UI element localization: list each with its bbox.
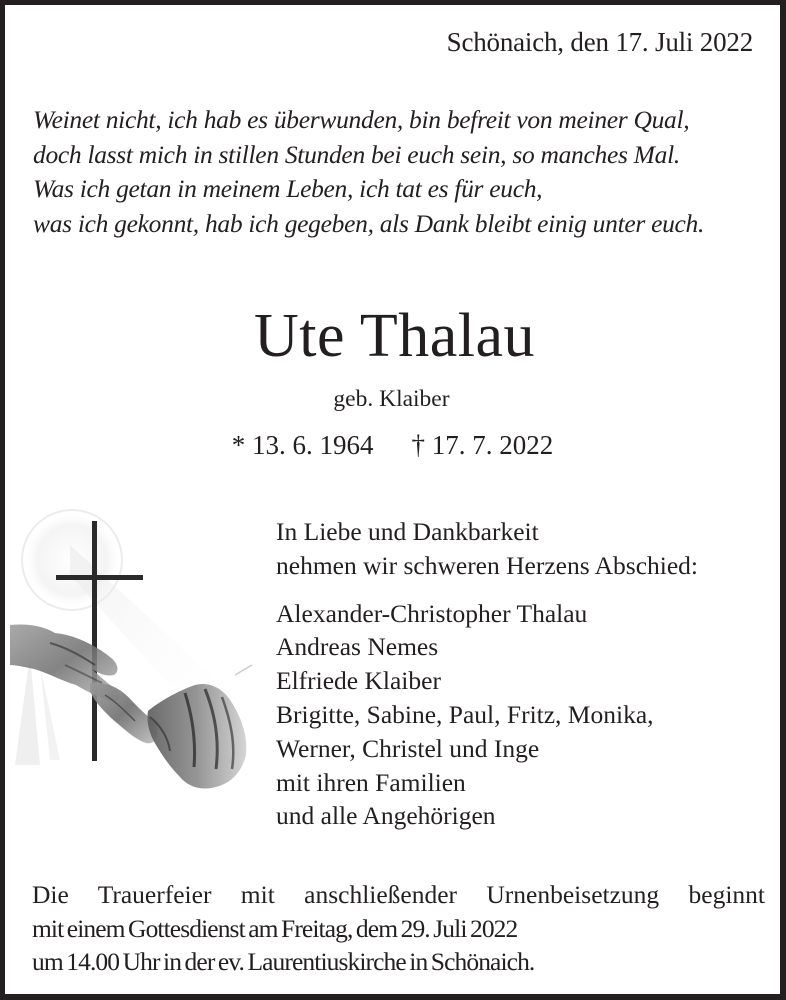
mourner-name: und alle Angehörigen bbox=[276, 801, 496, 831]
poem-line: was ich gekonnt, hab ich gegeben, als Dank bleibt einig unter euch. bbox=[33, 208, 705, 238]
cross-with-hands-icon bbox=[10, 505, 260, 805]
deceased-name: Ute Thalau bbox=[253, 302, 536, 370]
mourner-name: mit ihren Familien bbox=[276, 767, 466, 797]
life-dates bbox=[5, 430, 780, 461]
mourner-name: Werner, Christel und Inge bbox=[276, 733, 540, 763]
birth-date: * 13. 6. 1964 bbox=[231, 430, 374, 460]
poem-line: Weinet nicht, ich hab es überwunden, bin befreit von meiner Qual, bbox=[33, 105, 690, 134]
funeral-service-info bbox=[32, 878, 765, 979]
service-line: Die Trauerfeier mit anschließender Urnenbeisetzung beginnt bbox=[32, 880, 765, 909]
farewell-intro: In Liebe und Dankbarkeit bbox=[276, 517, 539, 546]
mourner-name: Elfriede Klaiber bbox=[276, 666, 441, 696]
poem bbox=[33, 103, 704, 241]
poem-line: Was ich getan in meinem Leben, ich tat es für euch, bbox=[33, 174, 543, 203]
mourner-name: Andreas Nemes bbox=[276, 632, 439, 662]
maiden-name: geb. Klaiber bbox=[333, 386, 450, 412]
mourners-section bbox=[276, 515, 698, 833]
mourner-name: Alexander-Christopher Thalau bbox=[276, 598, 588, 628]
poem-line: doch lasst mich in stillen Stunden bei euch sein, so manches Mal. bbox=[33, 139, 680, 169]
death-date: † 17. 7. 2022 bbox=[411, 430, 554, 460]
mourner-name: Brigitte, Sabine, Paul, Fritz, Monika, bbox=[276, 699, 654, 729]
place-and-date: Schönaich, den 17. Juli 2022 bbox=[446, 27, 753, 57]
farewell-intro: nehmen wir schweren Herzens Abschied: bbox=[276, 550, 699, 580]
service-line: um 14.00 Uhr in der ev. Laurentiuskirche in Schönaich. bbox=[32, 947, 535, 976]
service-line: mit einem Gottesdienst am Freitag, dem 29. Juli 2022 bbox=[32, 913, 518, 943]
